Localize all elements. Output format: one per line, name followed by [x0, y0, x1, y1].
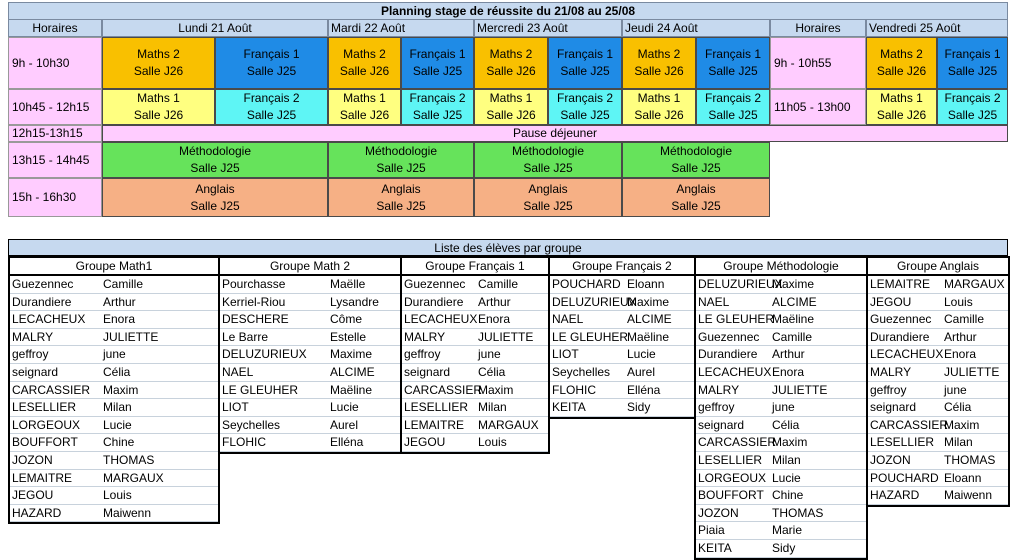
student-first-name: MARGAUX — [103, 470, 164, 485]
student-row — [220, 276, 400, 294]
lesson-mardi-francais1: Français 1 Salle J25 — [401, 37, 474, 89]
header-horaires: Horaires — [8, 19, 102, 37]
student-last-name: MALRY — [404, 329, 446, 344]
student-row — [550, 311, 694, 329]
lesson-lundi-anglais: Anglais Salle J25 — [102, 178, 328, 217]
student-last-name: seignard — [12, 364, 59, 379]
student-last-name: LESELLIER — [870, 435, 935, 450]
student-first-name: june — [772, 400, 795, 415]
student-row — [10, 276, 218, 294]
student-first-name: Aurel — [330, 417, 359, 432]
student-row — [868, 382, 1008, 400]
student-last-name: DESCHERE — [222, 312, 289, 327]
student-first-name: THOMAS — [944, 452, 996, 467]
student-last-name: LE GLEUHER — [698, 312, 775, 327]
student-first-name: MARGAUX — [478, 417, 539, 432]
student-last-name: seignard — [698, 417, 745, 432]
student-last-name: JOZON — [12, 452, 53, 467]
student-row — [402, 399, 548, 417]
student-first-name: Arthur — [772, 347, 805, 362]
student-first-name: june — [103, 347, 126, 362]
student-row — [10, 470, 218, 488]
slot-12h15-13h15: 12h15-13h15 — [8, 125, 102, 142]
student-last-name: geffroy — [698, 400, 735, 415]
student-first-name: Maxime — [330, 347, 373, 362]
lesson-mardi-methodologie: Méthodologie Salle J25 — [328, 142, 474, 178]
student-first-name: Maiwenn — [103, 505, 152, 520]
student-first-name: Sidy — [627, 400, 651, 415]
student-last-name: Pourchasse — [222, 277, 286, 291]
group-table — [400, 256, 550, 454]
student-last-name: LEMAITRE — [12, 470, 73, 485]
student-first-name: Aurel — [627, 364, 656, 379]
student-last-name: LECACHEUX — [404, 312, 478, 327]
student-first-name: ALCIME — [627, 312, 672, 327]
student-first-name: Maëlle — [330, 277, 366, 291]
student-row — [402, 294, 548, 312]
student-last-name: geffroy — [12, 347, 49, 362]
student-row — [696, 470, 866, 488]
student-last-name: LESELLIER — [404, 400, 469, 415]
student-row — [550, 382, 694, 400]
student-first-name: Chine — [103, 435, 135, 450]
student-last-name: LECACHEUX — [12, 312, 86, 327]
student-last-name: JOZON — [698, 505, 739, 520]
student-first-name: Célia — [944, 400, 972, 415]
student-first-name: Estelle — [330, 329, 367, 344]
student-first-name: Milan — [478, 400, 507, 415]
student-row — [550, 364, 694, 382]
student-row — [696, 452, 866, 470]
student-row — [10, 311, 218, 329]
student-last-name: LESELLIER — [698, 452, 763, 467]
student-row — [10, 329, 218, 347]
student-last-name: geffroy — [404, 347, 441, 362]
lesson-vendredi-maths1: Maths 1 Salle J26 — [866, 89, 937, 125]
student-first-name: Lucie — [330, 400, 359, 415]
student-row — [10, 364, 218, 382]
lesson-mercredi-maths1: Maths 1 Salle J26 — [474, 89, 548, 125]
student-first-name: Maxim — [478, 382, 514, 397]
student-first-name: Arthur — [478, 294, 511, 309]
student-last-name: NAEL — [698, 294, 730, 309]
lesson-mardi-maths1: Maths 1 Salle J26 — [328, 89, 401, 125]
student-first-name: Sidy — [772, 540, 796, 555]
student-first-name: Enora — [944, 347, 977, 362]
student-first-name: Maiwenn — [944, 488, 993, 503]
student-row — [696, 329, 866, 347]
group-header: Groupe Anglais — [868, 258, 1008, 276]
lesson-mercredi-maths2: Maths 2 Salle J26 — [474, 37, 548, 89]
student-last-name: Seychelles — [222, 417, 281, 432]
student-row — [696, 382, 866, 400]
student-last-name: LECACHEUX — [870, 347, 944, 362]
group-header: Groupe Méthodologie — [696, 258, 866, 276]
student-first-name: Louis — [478, 435, 507, 450]
student-last-name: BOUFFORT — [698, 488, 764, 503]
slot-15h-16h30: 15h - 16h30 — [8, 178, 102, 217]
student-row — [220, 294, 400, 312]
student-last-name: Piaia — [698, 523, 725, 538]
header-mercredi: Mercredi 23 Août — [474, 19, 622, 37]
student-last-name: LORGEOUX — [12, 417, 81, 432]
student-last-name: Guezennec — [698, 329, 760, 344]
header-lundi: Lundi 21 Août — [102, 19, 328, 37]
student-row — [10, 434, 218, 452]
student-last-name: BOUFFORT — [12, 435, 78, 450]
student-last-name: Guezennec — [870, 312, 932, 327]
student-first-name: Elléna — [330, 435, 364, 450]
student-row — [10, 487, 218, 505]
lesson-vendredi-francais2: Français 2 Salle J25 — [937, 89, 1008, 125]
student-first-name: THOMAS — [772, 505, 824, 520]
student-first-name: Milan — [103, 400, 132, 415]
student-first-name: Chine — [772, 488, 804, 503]
student-row — [10, 294, 218, 312]
student-row — [402, 276, 548, 294]
student-last-name: CARCASSIER — [870, 417, 949, 432]
student-last-name: Le Barre — [222, 329, 269, 344]
student-row — [696, 399, 866, 417]
student-last-name: FLOHIC — [552, 382, 597, 397]
student-first-name: Milan — [772, 452, 801, 467]
student-first-name: MARGAUX — [944, 277, 1005, 291]
group-table — [8, 256, 220, 524]
student-row — [696, 417, 866, 435]
group-header: Groupe Français 2 — [550, 258, 694, 276]
student-last-name: LIOT — [222, 400, 249, 415]
student-row — [696, 522, 866, 540]
student-first-name: JULIETTE — [478, 329, 534, 344]
student-last-name: DELUZURIEUX — [552, 294, 637, 309]
group-header: Groupe Français 1 — [402, 258, 548, 276]
student-first-name: JULIETTE — [772, 382, 828, 397]
student-row — [868, 311, 1008, 329]
header-horaires-2: Horaires — [770, 19, 866, 37]
lesson-mardi-maths2: Maths 2 Salle J26 — [328, 37, 401, 89]
lesson-mercredi-methodologie: Méthodologie Salle J25 — [474, 142, 622, 178]
student-first-name: Milan — [944, 435, 973, 450]
lesson-vendredi-francais1: Français 1 Salle J25 — [937, 37, 1008, 89]
student-last-name: Kerriel-Riou — [222, 294, 286, 309]
student-row — [868, 329, 1008, 347]
student-first-name: Camille — [103, 277, 144, 291]
student-first-name: Camille — [944, 312, 985, 327]
student-last-name: Seychelles — [552, 364, 611, 379]
student-first-name: Arthur — [944, 329, 977, 344]
student-first-name: Enora — [478, 312, 511, 327]
student-row — [868, 452, 1008, 470]
lesson-lundi-maths2: Maths 2 Salle J26 — [102, 37, 215, 89]
student-row — [868, 276, 1008, 294]
student-last-name: POUCHARD — [870, 470, 939, 485]
student-row — [868, 346, 1008, 364]
student-row — [402, 311, 548, 329]
student-row — [220, 329, 400, 347]
student-first-name: Camille — [772, 329, 813, 344]
student-row — [696, 311, 866, 329]
student-first-name: Lysandre — [330, 294, 379, 309]
student-last-name: LIOT — [552, 347, 579, 362]
student-row — [868, 487, 1008, 505]
lesson-lundi-francais2: Français 2 Salle J25 — [215, 89, 328, 125]
student-last-name: HAZARD — [12, 505, 62, 520]
student-first-name: Maxime — [772, 277, 815, 291]
student-row — [220, 311, 400, 329]
group-header: Groupe Math1 — [10, 258, 218, 276]
students-title: Liste des élèves par groupe — [8, 239, 1008, 256]
student-first-name: JULIETTE — [944, 364, 1000, 379]
student-last-name: seignard — [870, 400, 917, 415]
lesson-mercredi-francais2: Français 2 Salle J25 — [548, 89, 622, 125]
student-row — [402, 382, 548, 400]
student-first-name: Maxim — [772, 435, 808, 450]
student-first-name: Maëline — [330, 382, 373, 397]
student-last-name: DELUZURIEUX — [698, 277, 783, 291]
slot-10h45-12h15: 10h45 - 12h15 — [8, 89, 102, 125]
lesson-mardi-anglais: Anglais Salle J25 — [328, 178, 474, 217]
student-row — [402, 346, 548, 364]
lesson-jeudi-maths1: Maths 1 Salle J26 — [622, 89, 696, 125]
student-first-name: ALCIME — [330, 364, 375, 379]
student-first-name: Elléna — [627, 382, 661, 397]
student-first-name: Maxim — [944, 417, 980, 432]
student-row — [402, 364, 548, 382]
header-vendredi: Vendredi 25 Août — [866, 19, 1008, 37]
student-row — [696, 346, 866, 364]
student-last-name: MALRY — [12, 329, 54, 344]
student-last-name: Durandiere — [698, 347, 758, 362]
student-last-name: JEGOU — [12, 488, 54, 503]
student-last-name: LEMAITRE — [404, 417, 465, 432]
group-table — [694, 256, 868, 560]
student-last-name: Guezennec — [404, 277, 466, 291]
student-row — [402, 434, 548, 452]
student-first-name: Maxime — [627, 294, 670, 309]
group-table — [218, 256, 402, 454]
student-row — [10, 346, 218, 364]
student-last-name: LE GLEUHER — [222, 382, 299, 397]
student-row — [696, 540, 866, 558]
student-row — [868, 364, 1008, 382]
lesson-mercredi-anglais: Anglais Salle J25 — [474, 178, 622, 217]
student-last-name: JOZON — [870, 452, 911, 467]
lesson-jeudi-methodologie: Méthodologie Salle J25 — [622, 142, 770, 178]
student-row — [868, 294, 1008, 312]
lesson-mardi-francais2: Français 2 Salle J25 — [401, 89, 474, 125]
lesson-jeudi-anglais: Anglais Salle J25 — [622, 178, 770, 217]
student-row — [220, 399, 400, 417]
student-first-name: Maëline — [627, 329, 670, 344]
pause-dejeuner: Pause déjeuner — [102, 125, 1008, 142]
student-last-name: POUCHARD — [552, 277, 621, 291]
student-row — [10, 417, 218, 435]
student-row — [868, 434, 1008, 452]
student-first-name: Côme — [330, 312, 363, 327]
group-header: Groupe Math 2 — [220, 258, 400, 276]
student-last-name: FLOHIC — [222, 435, 267, 450]
student-last-name: LE GLEUHER — [552, 329, 629, 344]
student-last-name: NAEL — [222, 364, 254, 379]
student-row — [10, 452, 218, 470]
student-row — [220, 364, 400, 382]
student-last-name: NAEL — [552, 312, 584, 327]
student-first-name: june — [478, 347, 501, 362]
student-last-name: MALRY — [698, 382, 740, 397]
slot-13h15-14h45: 13h15 - 14h45 — [8, 142, 102, 178]
student-row — [696, 434, 866, 452]
student-row — [220, 417, 400, 435]
header-jeudi: Jeudi 24 Août — [622, 19, 770, 37]
student-first-name: Louis — [103, 488, 132, 503]
student-last-name: DELUZURIEUX — [222, 347, 307, 362]
student-first-name: Célia — [772, 417, 800, 432]
student-first-name: Eloann — [627, 277, 665, 291]
student-row — [220, 382, 400, 400]
student-last-name: MALRY — [870, 364, 912, 379]
student-first-name: Lucie — [627, 347, 656, 362]
student-last-name: CARCASSIER — [404, 382, 483, 397]
student-first-name: JULIETTE — [103, 329, 159, 344]
student-last-name: JEGOU — [404, 435, 446, 450]
student-first-name: Célia — [103, 364, 131, 379]
student-first-name: Enora — [772, 364, 805, 379]
student-first-name: ALCIME — [772, 294, 817, 309]
student-first-name: THOMAS — [103, 452, 155, 467]
student-last-name: CARCASSIER — [698, 435, 777, 450]
student-first-name: Célia — [478, 364, 506, 379]
student-first-name: Louis — [944, 294, 973, 309]
student-first-name: Enora — [103, 312, 136, 327]
student-last-name: seignard — [404, 364, 451, 379]
slot-11h05-13h00: 11h05 - 13h00 — [770, 89, 866, 125]
student-first-name: june — [944, 382, 967, 397]
student-row — [696, 276, 866, 294]
student-row — [10, 505, 218, 523]
student-row — [550, 346, 694, 364]
student-row — [868, 470, 1008, 488]
student-row — [868, 417, 1008, 435]
lesson-jeudi-francais2: Français 2 Salle J25 — [696, 89, 770, 125]
student-last-name: JEGOU — [870, 294, 912, 309]
student-row — [220, 434, 400, 452]
student-last-name: geffroy — [870, 382, 907, 397]
student-last-name: KEITA — [552, 400, 586, 415]
student-first-name: Arthur — [103, 294, 136, 309]
student-first-name: Lucie — [103, 417, 132, 432]
student-last-name: CARCASSIER — [12, 382, 91, 397]
student-first-name: Lucie — [772, 470, 801, 485]
student-row — [220, 346, 400, 364]
lesson-lundi-francais1: Français 1 Salle J25 — [215, 37, 328, 89]
student-first-name: Marie — [772, 523, 803, 538]
planning-title: Planning stage de réussite du 21/08 au 25/08 — [8, 2, 1008, 20]
student-row — [10, 382, 218, 400]
lesson-jeudi-francais1: Français 1 Salle J25 — [696, 37, 770, 89]
lesson-jeudi-maths2: Maths 2 Salle J26 — [622, 37, 696, 89]
student-last-name: LEMAITRE — [870, 277, 931, 291]
student-row — [696, 505, 866, 523]
lesson-vendredi-maths2: Maths 2 Salle J26 — [866, 37, 937, 89]
student-row — [550, 329, 694, 347]
slot-9h-10h55: 9h - 10h55 — [770, 37, 866, 89]
header-mardi: Mardi 22 Août — [328, 19, 474, 37]
student-last-name: Durandiere — [12, 294, 72, 309]
student-last-name: LECACHEUX — [698, 364, 772, 379]
student-row — [10, 399, 218, 417]
slot-9h-10h30: 9h - 10h30 — [8, 37, 102, 89]
student-row — [696, 294, 866, 312]
student-last-name: KEITA — [698, 540, 732, 555]
student-row — [550, 276, 694, 294]
student-last-name: Durandiere — [870, 329, 930, 344]
student-last-name: LORGEOUX — [698, 470, 767, 485]
student-row — [868, 399, 1008, 417]
student-last-name: HAZARD — [870, 488, 920, 503]
student-row — [550, 399, 694, 417]
student-last-name: Guezennec — [12, 277, 74, 291]
student-first-name: Maxim — [103, 382, 139, 397]
student-last-name: LESELLIER — [12, 400, 77, 415]
student-first-name: Maëline — [772, 312, 815, 327]
student-row — [696, 364, 866, 382]
student-row — [402, 417, 548, 435]
lesson-mercredi-francais1: Français 1 Salle J25 — [548, 37, 622, 89]
lesson-lundi-maths1: Maths 1 Salle J26 — [102, 89, 215, 125]
group-table — [548, 256, 696, 419]
group-table — [866, 256, 1010, 507]
student-first-name: Eloann — [944, 470, 982, 485]
student-row — [696, 487, 866, 505]
lesson-lundi-methodologie: Méthodologie Salle J25 — [102, 142, 328, 178]
student-last-name: Durandiere — [404, 294, 464, 309]
student-row — [550, 294, 694, 312]
student-first-name: Camille — [478, 277, 519, 291]
student-row — [402, 329, 548, 347]
